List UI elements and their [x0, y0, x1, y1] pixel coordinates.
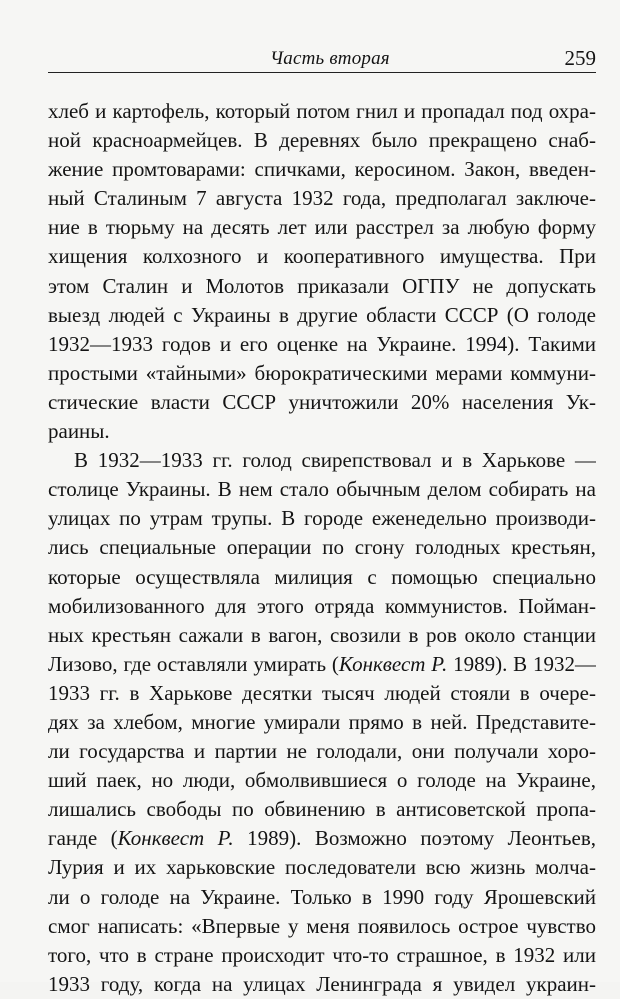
text-line: ганде (Конквест Р. 1989). Возможно поэтому Леонтьев, — [48, 826, 596, 851]
text-line: лись специальные операции по сгону голодных крестьян, — [48, 535, 596, 560]
text-line: смог написать: «Впервые у меня появилось острое чувство — [48, 913, 596, 938]
text-line: хищения колхозного и кооперативного имущества. При — [48, 244, 596, 269]
text-line: ный Сталиным 7 августа 1932 года, предполагал заключе- — [48, 186, 596, 211]
text-line: столице Украины. В нем стало обычным делом собирать на — [48, 477, 596, 502]
text-line: 1932—1933 годов и его оценке на Украине. 1994). Такими — [48, 331, 596, 356]
header-title: Часть вторая — [270, 48, 390, 69]
text-line: простыми «тайными» бюрократическими мерами коммуни- — [48, 360, 596, 385]
text-line: выезд людей с Украины в другие области СССР (О голоде — [48, 302, 596, 327]
text-line: этом Сталин и Молотов приказали ОГПУ не допускать — [48, 273, 596, 298]
text-line: В 1932—1933 гг. голод свирепствовал и в Харькове — — [74, 448, 596, 473]
text-line: 1933 гг. в Харькове десятки тысяч людей стояли в очере- — [48, 680, 596, 705]
text-line: лишались свободы по обвинению в антисоветской пропа- — [48, 797, 596, 822]
text-line: улицах по утрам трупы. В городе еженедельно производи- — [48, 506, 596, 531]
page-number: 259 — [564, 46, 596, 70]
text-line: хлеб и картофель, который потом гнил и пропадал под охра- — [48, 99, 596, 123]
text-line: жение промтоварами: спичками, керосином. Закон, введен- — [48, 157, 596, 182]
text-line: ли государства и партии не голодали, они получали хоро- — [48, 739, 596, 764]
text-line: ние в тюрьму на десять лет или расстрел за любую форму — [48, 215, 596, 240]
text-line: Лурия и их харьковские последователи всю жизнь молча- — [48, 855, 596, 880]
body-text — [48, 97, 596, 999]
text-line: раины. — [48, 419, 110, 444]
running-header — [48, 44, 596, 73]
text-line: ший паек, но люди, обмолвившиеся о голоде на Украине, — [48, 768, 596, 793]
text-line: ли о голоде на Украине. Только в 1990 году Ярошевский — [48, 884, 596, 909]
text-line: дях за хлебом, многие умирали прямо в ней. Представите- — [48, 709, 596, 734]
text-line: того, что в стране происходит что-то страшное, в 1932 или — [48, 942, 596, 967]
text-line: стические власти СССР уничтожили 20% населения Ук- — [48, 389, 596, 414]
text-line: ных крестьян сажали в вагон, свозили в ров около станции — [48, 622, 596, 647]
text-line: мобилизованного для этого отряда коммунистов. Пойман- — [48, 593, 596, 618]
paragraph-2 — [48, 446, 596, 999]
text-line: Лизово, где оставляли умирать (Конквест Р. 1989). В 1932— — [48, 651, 596, 676]
text-line: ной красноармейцев. В деревнях было прекращено снаб- — [48, 128, 596, 153]
paragraph-1 — [48, 97, 596, 446]
text-line: которые осуществляла милиция с помощью специально — [48, 564, 596, 589]
text-line: 1933 году, когда на улицах Ленинграда я увидел украин- — [48, 971, 596, 996]
